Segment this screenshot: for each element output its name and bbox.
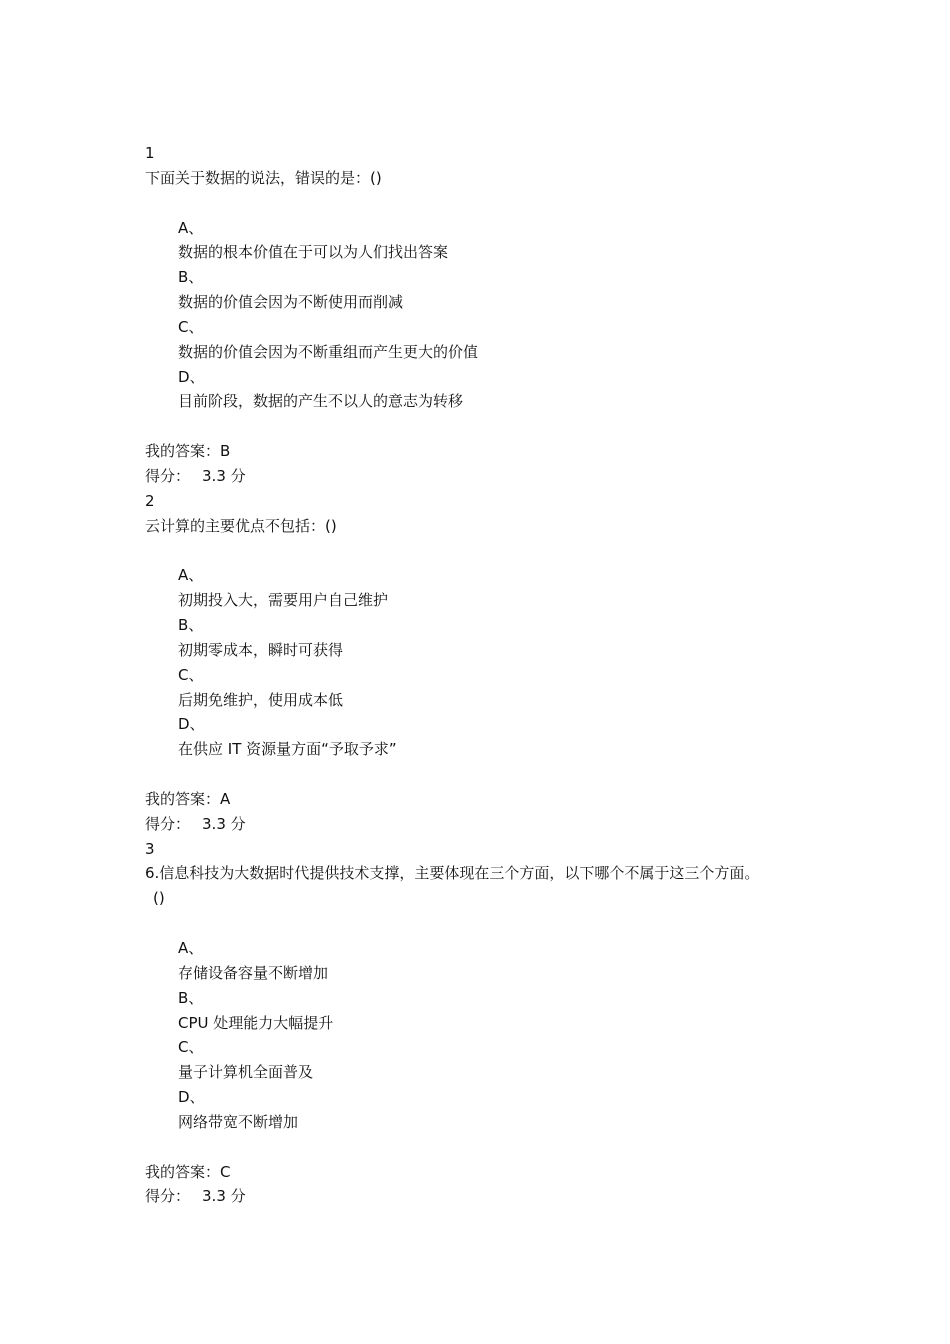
question-stem: 云计算的主要优点不包括：() (145, 516, 337, 535)
my-answer: 我的答案：C (145, 1162, 231, 1181)
question-number: 1 (145, 144, 155, 162)
spacer (145, 414, 845, 439)
my-answer: 我的答案：B (145, 442, 231, 461)
option-text-c: 数据的价值会因为不断重组而产生更大的价值 (178, 342, 479, 361)
option-letter-d: D、 (178, 715, 205, 734)
my-answer: 我的答案：A (145, 789, 231, 808)
option-text-c: 量子计算机全面普及 (178, 1063, 314, 1082)
option-letter-a: A、 (178, 566, 204, 585)
question-stem: 6.信息科技为大数据时代提供技术支撑，主要体现在三个方面，以下哪个不属于这三个方面。 (145, 864, 760, 883)
score-value: 3.3 分 (202, 814, 246, 833)
option-letter-a: A、 (178, 218, 204, 237)
option-letter-b: B、 (178, 988, 204, 1007)
option-letter-c: C、 (178, 317, 204, 336)
option-text-d: 在供应 IT 资源量方面“予取予求” (178, 740, 397, 759)
score-value: 3.3 分 (202, 466, 246, 485)
score-line (145, 812, 845, 837)
option-text-c: 后期免维护，使用成本低 (178, 690, 344, 709)
question-number: 3 (145, 839, 155, 858)
option-text-a: 数据的根本价值在于可以为人们找出答案 (178, 243, 449, 262)
option-text-a: 初期投入大，需要用户自己维护 (178, 591, 389, 610)
option-letter-a: A、 (178, 939, 204, 957)
option-text-a: 存储设备容量不断增加 (178, 963, 329, 982)
question-1 (145, 141, 845, 489)
quiz-document (145, 141, 845, 1209)
option-letter-c: C、 (178, 1038, 204, 1057)
spacer (145, 191, 845, 216)
score-label: 得分： (145, 466, 191, 485)
score-label: 得分： (145, 1187, 191, 1206)
option-letter-d: D、 (178, 367, 205, 386)
option-text-b: 数据的价值会因为不断使用而削减 (178, 293, 404, 312)
option-letter-c: C、 (178, 665, 204, 684)
option-letter-b: B、 (178, 616, 204, 635)
option-text-b: 初期零成本，瞬时可获得 (178, 640, 344, 659)
question-number: 2 (145, 491, 155, 510)
option-letter-b: B、 (178, 268, 204, 287)
spacer (145, 1135, 845, 1160)
score-label: 得分： (145, 814, 191, 833)
option-letter-d: D、 (178, 1088, 205, 1107)
option-text-b: CPU 处理能力大幅提升 (178, 1013, 334, 1032)
spacer (145, 762, 845, 787)
spacer (145, 539, 845, 564)
question-3 (145, 837, 845, 1210)
spacer (145, 911, 845, 936)
score-line (145, 1184, 845, 1209)
score-value: 3.3 分 (202, 1187, 246, 1206)
question-2 (145, 489, 845, 837)
question-stem: 下面关于数据的说法，错误的是：() (145, 168, 382, 187)
option-text-d: 目前阶段，数据的产生不以人的意志为转移 (178, 392, 464, 411)
option-text-d: 网络带宽不断增加 (178, 1112, 299, 1131)
question-stem-continuation: () (153, 889, 165, 908)
score-line (145, 464, 845, 489)
